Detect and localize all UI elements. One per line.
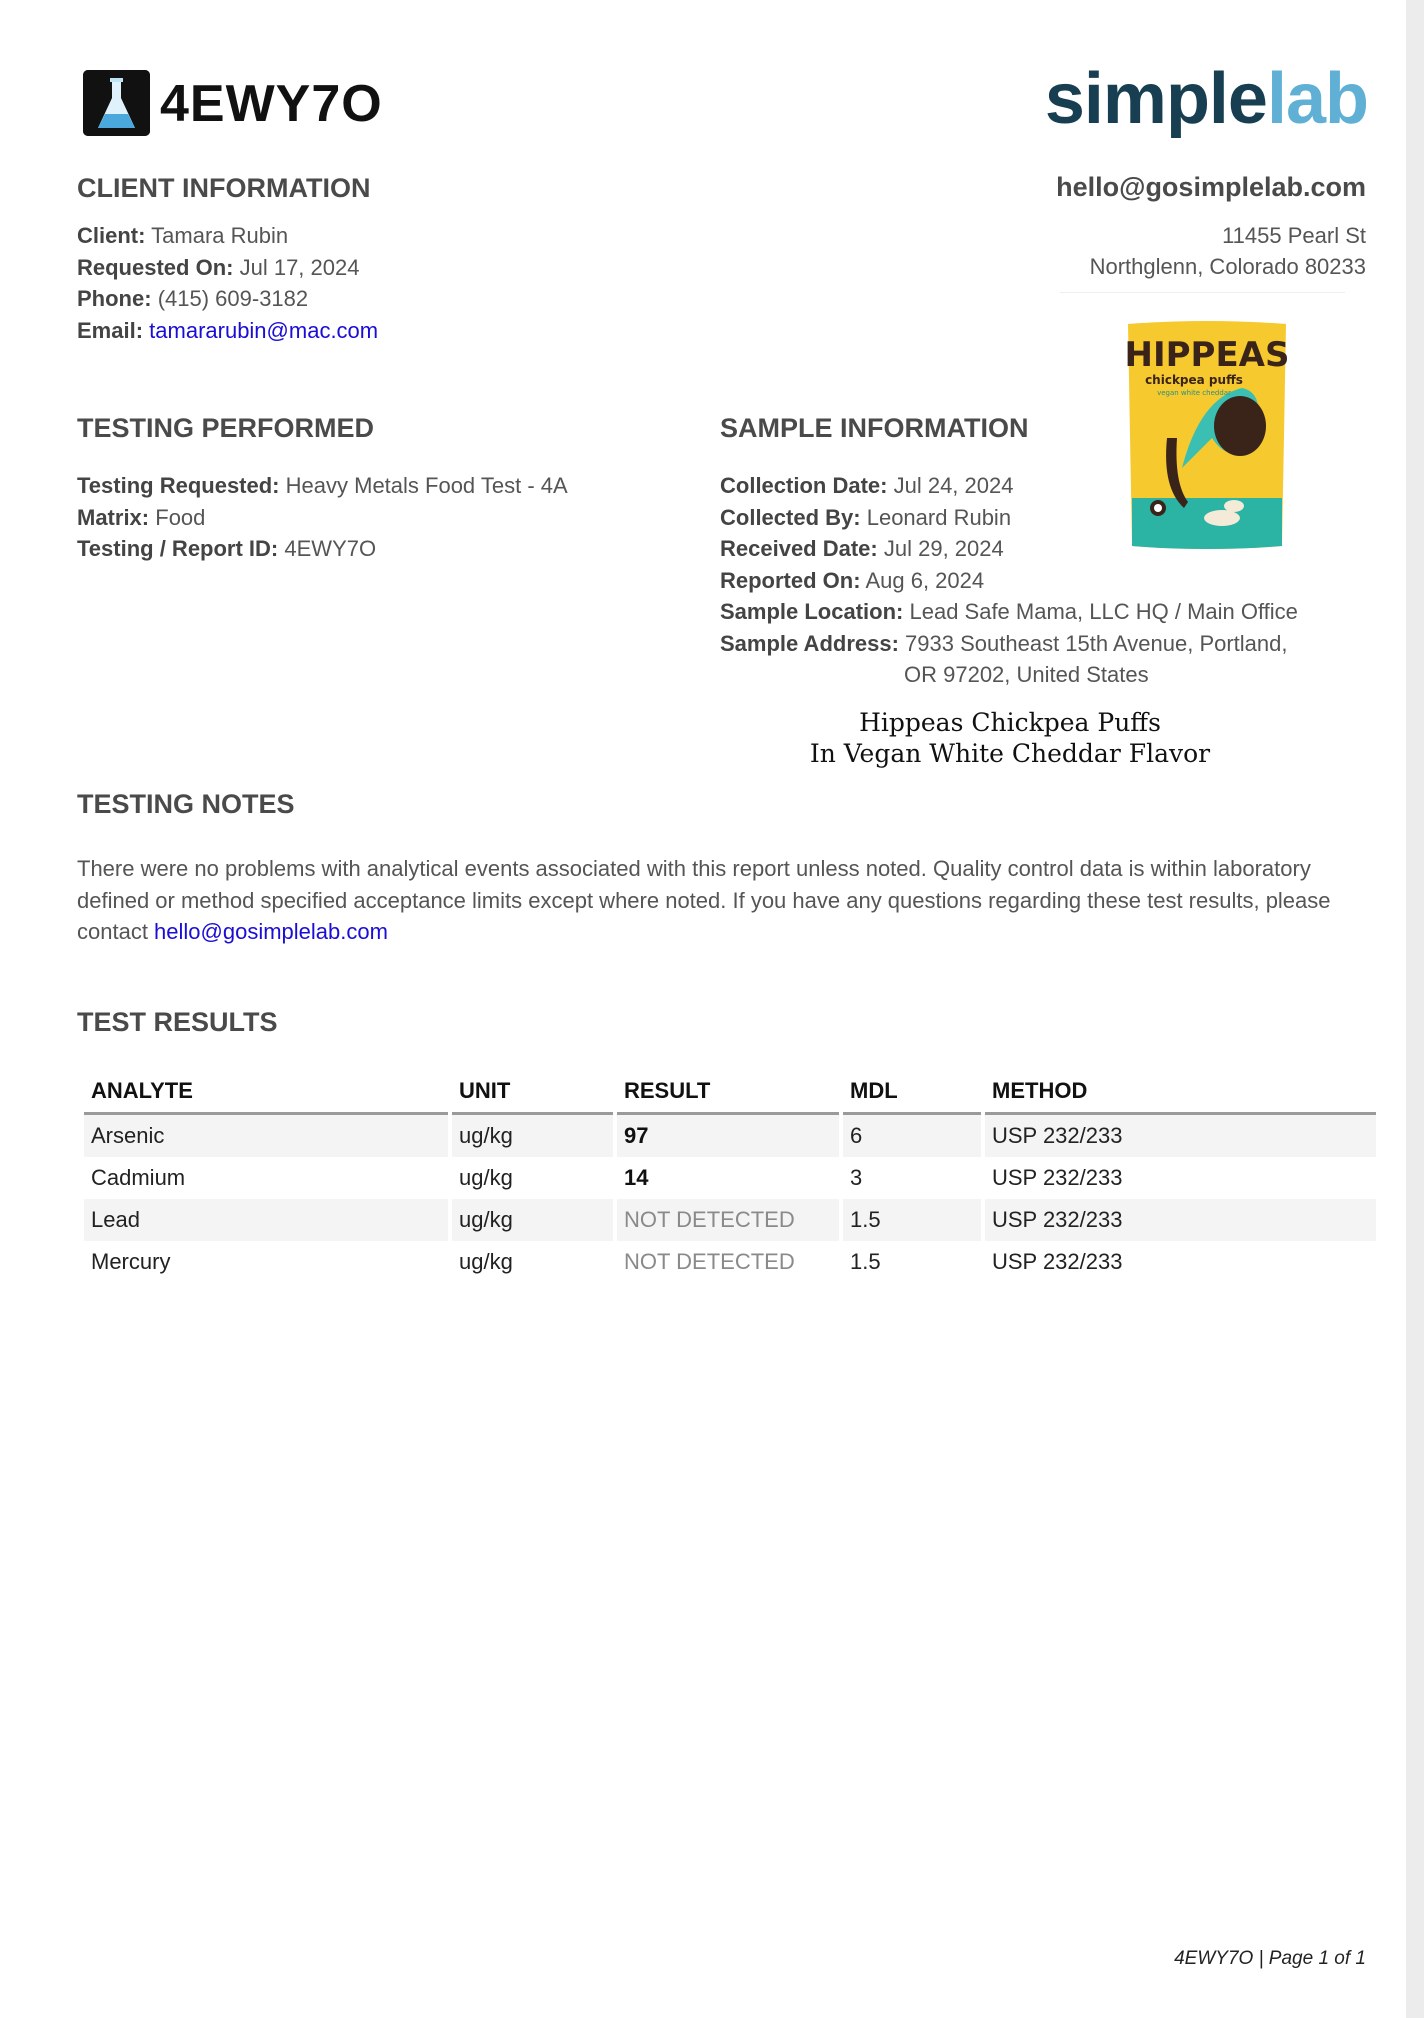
client-information-heading: CLIENT INFORMATION — [77, 173, 371, 203]
matrix-field: Matrix: Food — [77, 505, 206, 530]
report-id-field: Testing / Report ID: 4EWY7O — [77, 536, 377, 561]
email-field: Email: tamararubin@mac.com — [77, 318, 379, 343]
lab-address-line2: Northglenn, Colorado 80233 — [1089, 254, 1366, 279]
column-header: METHOD — [985, 1072, 1376, 1115]
divider — [1060, 292, 1345, 293]
flask-logo-icon — [83, 70, 150, 136]
method-cell: USP 232/233 — [985, 1199, 1376, 1241]
package-subtitle-text: chickpea puffs — [1145, 373, 1243, 387]
table-row — [84, 1241, 1376, 1283]
result-cell: 97 — [617, 1115, 839, 1157]
sample-information-heading: SAMPLE INFORMATION — [720, 413, 1029, 443]
reported-on-field: Reported On: Aug 6, 2024 — [720, 568, 985, 593]
result-cell: NOT DETECTED — [617, 1199, 839, 1241]
method-cell: USP 232/233 — [992, 1165, 1123, 1190]
simplelab-logo: simplelab — [1044, 59, 1368, 139]
testing-performed-heading: TESTING PERFORMED — [77, 413, 375, 443]
mdl-cell: 1.5 — [850, 1249, 881, 1274]
product-title: Hippeas Chickpea Puffs In Vegan White Cheddar Flavor — [809, 708, 1211, 768]
product-package-image — [1122, 318, 1292, 553]
client-email-link[interactable]: tamararubin@mac.com — [149, 318, 379, 343]
phone-field: Phone: (415) 609-3182 — [77, 286, 309, 311]
requested-on-field: Requested On: Jul 17, 2024 — [77, 255, 360, 280]
testing-notes-text: There were no problems with analytical events associated with this report unless noted. Quality control data is within laboratory defined or method specified acceptance limits except where noted. If you have any questions regarding these test results, please contact hello@gosimplelab.com — [77, 856, 1331, 944]
table-row — [84, 1157, 1376, 1199]
result-cell: 14 — [624, 1165, 649, 1190]
result-cell: NOT DETECTED — [624, 1249, 795, 1274]
results-header-row — [84, 1072, 1376, 1115]
notes-email-link[interactable]: hello@gosimplelab.com — [154, 919, 388, 944]
package-brand-text: HIPPEAS — [1124, 335, 1290, 375]
package-flavor-text: vegan white cheddar — [1157, 389, 1231, 397]
mdl-cell: 3 — [850, 1165, 863, 1190]
method-cell: USP 232/233 — [985, 1115, 1376, 1157]
sample-address-field: Sample Address: 7933 Southeast 15th Avenue, Portland, — [720, 631, 1288, 656]
collected-by-field: Collected By: Leonard Rubin — [720, 505, 1012, 530]
mdl-cell: 1.5 — [843, 1199, 981, 1241]
report-id-title: 4EWY7O — [160, 75, 383, 133]
unit-cell: ug/kg — [459, 1165, 513, 1190]
sample-location-field: Sample Location: Lead Safe Mama, LLC HQ / Main Office — [720, 599, 1298, 624]
lab-email[interactable]: hello@gosimplelab.com — [1056, 172, 1366, 202]
testing-notes-heading: TESTING NOTES — [77, 789, 295, 819]
column-header: MDL — [843, 1072, 981, 1115]
mdl-cell: 6 — [843, 1115, 981, 1157]
column-header: ANALYTE — [84, 1072, 448, 1115]
sample-address-line2: OR 97202, United States — [904, 662, 1149, 687]
table-row — [84, 1199, 1376, 1241]
table-row — [84, 1115, 1376, 1157]
analyte-cell: Arsenic — [84, 1115, 448, 1157]
client-name-field: Client: Tamara Rubin — [77, 223, 289, 248]
page-footer: 4EWY7O | Page 1 of 1 — [1174, 1948, 1366, 1969]
test-results-heading: TEST RESULTS — [77, 1007, 278, 1037]
unit-cell: ug/kg — [452, 1199, 613, 1241]
collection-date-field: Collection Date: Jul 24, 2024 — [720, 473, 1014, 498]
received-date-field: Received Date: Jul 29, 2024 — [720, 536, 1004, 561]
analyte-cell: Lead — [84, 1199, 448, 1241]
unit-cell: ug/kg — [459, 1249, 513, 1274]
analyte-cell: Cadmium — [91, 1165, 186, 1190]
page-edge — [1406, 0, 1424, 2018]
method-cell: USP 232/233 — [992, 1249, 1123, 1274]
column-header: RESULT — [617, 1072, 839, 1115]
lab-address-line1: 11455 Pearl St — [1222, 223, 1366, 248]
column-header: UNIT — [452, 1072, 613, 1115]
analyte-cell: Mercury — [91, 1249, 171, 1274]
testing-requested-field: Testing Requested: Heavy Metals Food Test - 4A — [77, 473, 568, 498]
results-table — [80, 1072, 1380, 1283]
unit-cell: ug/kg — [452, 1115, 613, 1157]
